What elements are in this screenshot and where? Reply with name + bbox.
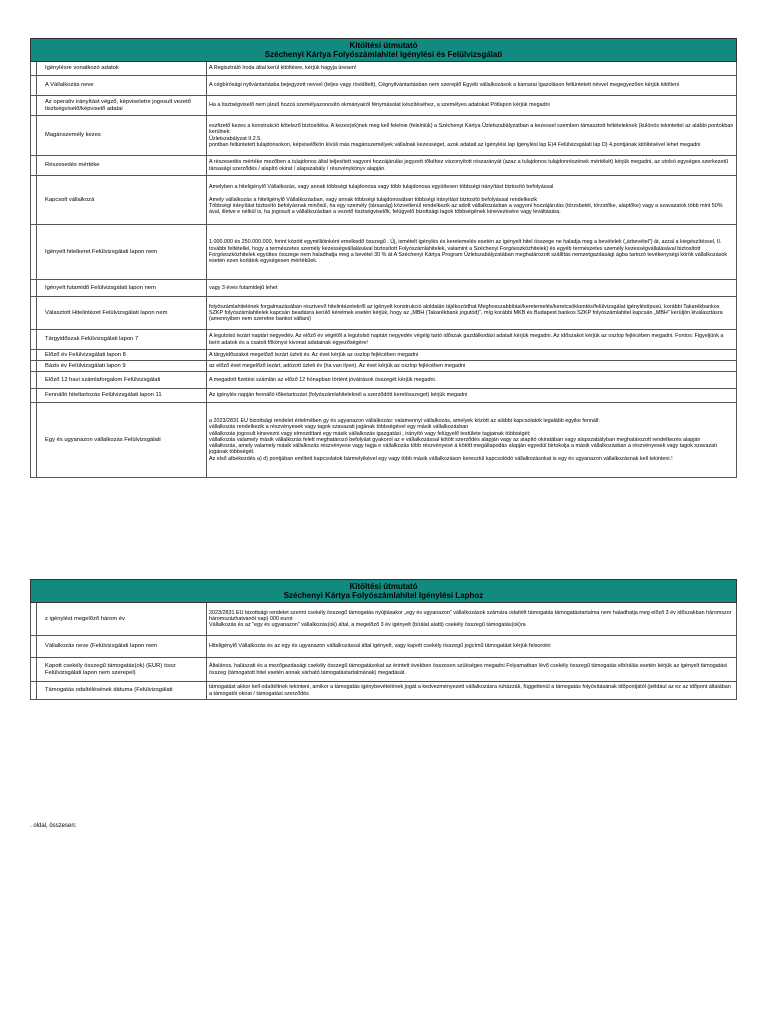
row-text: A cégbírósági nyilvántartásba bejegyzett nevvel (teljes vagy rövidített), Cégnyilvántartásban nem szereplő Egyéb vállalkozások a kamarai Igazoláson feltüntetett névvel megegyezően kérjük kitölteni [207, 76, 737, 96]
row-label: Fennálló hiteltartozás Felülvizsgálati lapon 11 [37, 389, 207, 403]
row-label: Magánszemély kezes [37, 116, 207, 156]
row-label: Igényelt futamidő Felülvizsgálati lapon nem [37, 280, 207, 297]
row-text: 2023/2831 EU bizottsági rendelet szerint csekély összegű támogatás nyújtásakor „egy és ugyanazon” vállalkozások számára odaítélt támogatás támogatástartalma nem haladhatja meg előző 3 év időszakban háromszor háromszázhatvanöt nap) 000 eurot Vállalkozás és az "egy és ugyanazon" vállalkozás(ok) által, a megelőző 3 év igényelt (bírálat alatti) csekély összegű támogatás(ok)ra [207, 603, 737, 636]
table-row [31, 297, 737, 330]
row-text: Ha a tisztségviselő nem járult hozzá személyazonosító okmányairól fénymásolat készítéséhez, a személyes adatokat Pótlapon kérjük megadni [207, 96, 737, 116]
table-row [31, 62, 737, 76]
table-row [31, 280, 737, 297]
table-row [31, 350, 737, 361]
table-row [31, 330, 737, 350]
table-title: Kitöltési útmutató [349, 582, 418, 591]
row-label: Tárgyidőszak Felülvizsgálati lapon 7 [37, 330, 207, 350]
row-text: A megadott fizetési számlán az előző 12 hónapban történt jóváírások összegét kérjük megadni. [207, 372, 737, 389]
table-row [31, 636, 737, 658]
row-label: Előző év Felülvizsgálati lapon 8 [37, 350, 207, 361]
table-row [31, 96, 737, 116]
row-text: A tárgyidőszakot megelőző lezárt üzleti év. Az évet kérjük az oszlop fejlécében megadni [207, 350, 737, 361]
row-text: támogatást akkor kell odaítéltnek tekinteni, amikor a támogatás igénybevételének jogát a kedvezményezett vállalkozásra ruházzák, függetlenül a támogatás folyósításának időpontjától (például az ez az időpont általában a támogatói okirat / támogatási szerződés [207, 682, 737, 700]
row-text: eszfizető kezes a konstrukció kötelező biztosítéka. A kezes(ek)nek meg kell felelnie (felelniük) a Széchenyi Kártya Üzletszabályzatban a kezessel szemben támasztott feltételeknek (különös tekintettel az alábbi pontokban kerülnek: Üzletszabályzat II.2.5. pontban feltüntetett tulajdonsokon, képviselőkön kívüli más magánszemélyek vállalnak kezességet, azok adatait az Igénylési lap Igénylési lap E)4 Felülvizsgálati lap D) 4.pontjának kitöltésével lehet megadni [207, 116, 737, 156]
row-label: Részesedés mértéke [37, 156, 207, 176]
table-row [31, 176, 737, 225]
row-label: Egy és ugyanazon vállalkozás Felülvizsgálati [37, 403, 207, 478]
table-title: Kitöltési útmutató [349, 41, 418, 50]
table-row [31, 156, 737, 176]
row-label: z igénylést megelőző három év [37, 603, 207, 636]
row-text: A Regisztráló Iroda által kerül kitöltésre, kérjük hagyja üresen! [207, 62, 737, 76]
row-text: Általános, halászati és a mezőgazdasági csekély összegű támogatásokat az érintett években összesen szükséges megadni Folyamatban lévő csekély összegű támogatás elbírálás esetén kérjük az igényelt támogatási összeg (támogatott hitel esetén annak várható támogatástartalmának) megadását. [207, 658, 737, 682]
row-text: folyószámlahitelének forgalmazásában résztvevő hitelintézetekről az igényelt konstrukció aloldalán tájékozódhat Meghosszabbítási/keretemelés/keretcsökkentés/felülvizsgálat igényléstípusú, korábbi Takarékbankos SZKP folyószámlahitelek kapcsán beadásra kerülő kérelmek esetén kérjük, hogy az „MBH (Takarékbank jogutód)”, míg korábbi MKB és Budapest bankos SZKP folyószámlahitel kapcsán „MBH” kerüljön kiválasztásra (amennyiben nem szeretne bankot váltani) [207, 297, 737, 330]
guide-table-igenylesi-lap [30, 579, 737, 700]
row-label: Kapott csekély összegű támogatás(ok) (EUR) össz Felülvizsgálati lapon nem szerepel) [37, 658, 207, 682]
guide-table-folyoszamlahitel [30, 38, 737, 478]
row-text: A legutolsó lezárt naptári negyedév. Az előző év végétől a legutolsó naptári negyedév végéig tartó időszak gazdálkodási adatait kérjük megadni. Az időszakot kérjük az oszlop fejlécében megadni. Fontos: Figyeljünk a beírt adatok és a csatolt főkönyvi kivonat adatainak egyezőségére! [207, 330, 737, 350]
table-subtitle: Széchenyi Kártya Folyószámlahitel Igénylési és Felülvizsgálati [264, 50, 503, 59]
table-row [31, 225, 737, 280]
table-row [31, 372, 737, 389]
table-row [31, 76, 737, 96]
row-text: a 2023/2831 EU bizottsági rendelet értelmében gy és ugyanazon vállalkozás: valamennyi vállalkozás, amelyek között az alábbi kapcsolatok legalább egyike fennáll: vállalkozás rendelkezik a részvényesek vagy tagok szavazati jogának többségével egy másik vállalkozásban vállalkozás jogosult kinevezni vagy elmozdítani egy másik vállalkozás igazgatási , irányító vagy felügyelő testülete tagjainak többségét; vállalkozás valamely másik vállalkozás felett meghatározó befolyást gyakorol az e vállalkozással kötött szerződés alapján vagy az alapító okiratában vagy alapszabályban meghatározott rendelkezés alapján vállalkozás, amely valamely másik vállalkozás részvényese vagy tagja e vállalkozás több részvényesé á kötött megállapodás alapján egyedül birtokolja a másik vállalkozásban a részvényesek vagy tagok szavazati jogának többségét. Az első albekezdés a) d) pontjában említett kapcsolatok bármelyikével egy vagy több másik vállalkozáson keresztül kapcsolódó vállalkozásokat is egy és ugyanazon vállalkozásnak kell tekinteni.¹ [207, 403, 737, 478]
row-text: 1.000.000 és 250.000.000, forint között egymillióinként emelkedő összegű . Új, ismételt igénylés és keretemelés esetén az igényelt hitel összege ne haladja meg a bevételek („árbevétel”) át, azzal a kiegészítéssel, II. további feltétellel, hogy a természetes személy kezességvállalásával biztosított Folyószámlahitelek, valamint a Széchenyi Forgóeszközhitelek) és egyéb természetes személy kezességvállalásával biztosított Forgóeszközhitelek együttes összege nem haladhatja meg a bevétel 30 % át A Széchenyi Kártya Program Üzletszabályzatában meghatározott szállítás nemzetgazdasági ágba tartozó tevékenységi körök vállalkozások esetén ezen korlátok egységesen mértékűek. [207, 225, 737, 280]
row-label: Támogatás odaítélésének dátuma (Felülvizsgálati [37, 682, 207, 700]
row-text: vagy 3 éves futamidejű lehet [207, 280, 737, 297]
row-label: Vállalkozás neve (Felülvizsgálati lapon nem [37, 636, 207, 658]
table-row [31, 658, 737, 682]
row-label: Előző 12 havi számlaforgalom Felülvizsgálati [37, 372, 207, 389]
row-text: Hiteligénylő Vállalkozás és az egy és ugyanazon vállalkozással által igényelt, vagy kapott csekély összegű jogcímű támogatást kérjük felsorolni [207, 636, 737, 658]
row-label: A Vállalkozás neve [37, 76, 207, 96]
row-label: Bázis év Felülvizsgálati lapon 9 [37, 361, 207, 372]
row-label: Igényelt hitelkeret Felülvizsgálati lapon nem [37, 225, 207, 280]
table-header [31, 39, 737, 62]
row-label: Az operatív irányítást végző, képviseletre jogosult vezető tisztségviselő/képviselő adatai [37, 96, 207, 116]
table-row [31, 361, 737, 372]
table-subtitle: Széchenyi Kártya Folyószámlahitel Igénylési Laphoz [283, 591, 484, 600]
row-text: Az igénylés napján fennálló tőketartozást (folyószámlahiteleknél a szerződött keretösszeget) kérjük megadni [207, 389, 737, 403]
row-label: Választott Hitelintézet Felülvizsgálati lapon nem [37, 297, 207, 330]
row-text: A részesedés mértéke mezőben a tulajdonos által teljesített vagyoni hozzájárulás jegyzett tőkéhez viszonyított részarányát (azaz a tulajdonos tulajdonrészének mértékét) kérjük megadni, az utolsó egységes szerkezetű társasági szerződés / alapító okirat / alapszabály / részvénykönyv alapján. [207, 156, 737, 176]
table-header [31, 580, 737, 603]
page-footer-note: . oldal, összesen: [30, 823, 77, 829]
table-row [31, 403, 737, 478]
row-label: Kapcsolt vállalkozá [37, 176, 207, 225]
table-row [31, 682, 737, 700]
row-text: Amelyben a hiteligénylő Vállalkozás, vagy annak többségi tulajdonosa vagy több tulajdonosa együttesen többségi irányítást biztosító befolyással Amely vállalkozás a hiteligénylő Vállalkozásban, vagy annak többségi tulajdonosában többségi irányítást biztosító befolyással rendelkezik Többségi irányítást biztosító befolyásnak minősül, ha egy személy (társaság) közvetlenül rendelkezik az adott vállalkozásban a vagyoni hozzájárulás (törzsbetét, törzstőke, alaptőke) vagy a szavazatok több mint 50% ával, illetve e nélkül is, ha jogosult a vállalkozásban a vezető tisztségviselők, felügyelő bizottsági tagok többségének kinevezésére vagy leváltására. [207, 176, 737, 225]
row-label: Igénylésre vonatkozó adatok [37, 62, 207, 76]
table-row [31, 116, 737, 156]
table-row [31, 603, 737, 636]
row-text: az előző évet megelőző lezárt, adózott üzleti év (ha van ilyen). Az évet kérjük az oszlop fejlécében megadni [207, 361, 737, 372]
table-row [31, 389, 737, 403]
